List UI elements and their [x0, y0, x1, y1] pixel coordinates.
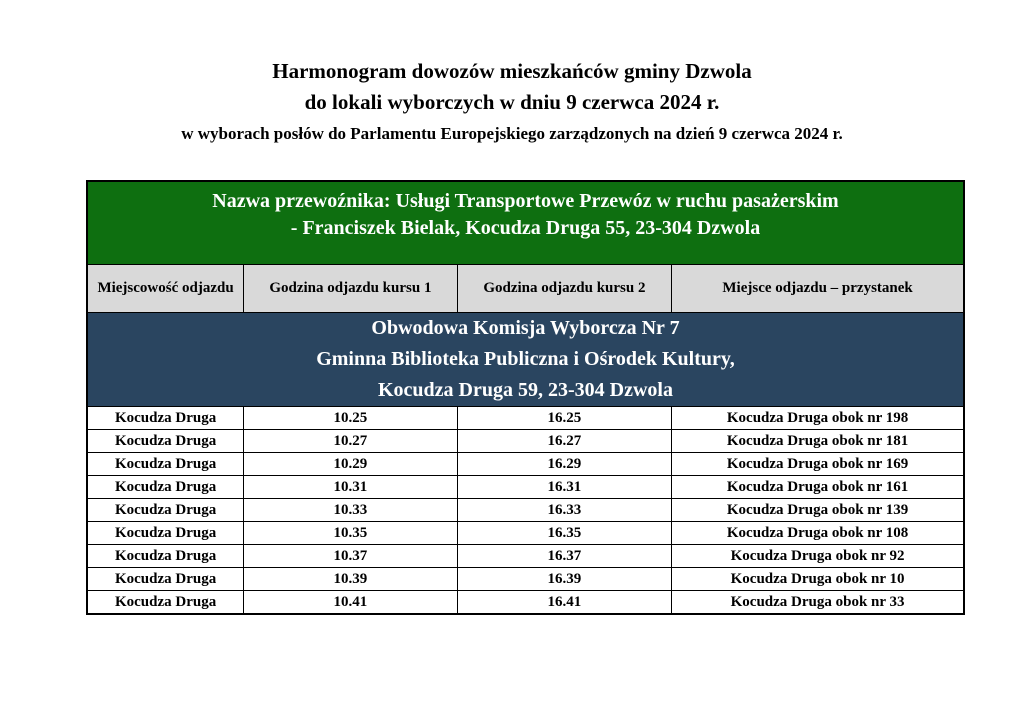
- document-subtitle: w wyborach posłów do Parlamentu Europejskiego zarządzonych na dzień 9 czerwca 2024 r.: [181, 124, 843, 143]
- cell-stop: Kocudza Druga obok nr 33: [672, 591, 964, 615]
- cell-time-1: 10.39: [244, 568, 458, 591]
- table-row: [87, 591, 964, 615]
- table-row: [87, 407, 964, 430]
- cell-time-2: 16.29: [457, 453, 672, 476]
- cell-time-2: 16.37: [457, 545, 672, 568]
- commission-header-row: [87, 313, 964, 407]
- carrier-name-line-2: - Franciszek Bielak, Kocudza Druga 55, 23-304 Dzwola: [290, 217, 761, 239]
- column-header-stop: Miejsce odjazdu – przystanek: [672, 265, 964, 313]
- table-row: [87, 430, 964, 453]
- cell-stop: Kocudza Druga obok nr 92: [672, 545, 964, 568]
- cell-place: Kocudza Druga: [87, 453, 244, 476]
- cell-stop: Kocudza Druga obok nr 198: [672, 407, 964, 430]
- cell-place: Kocudza Druga: [87, 430, 244, 453]
- cell-time-1: 10.33: [244, 499, 458, 522]
- commission-line-1: Obwodowa Komisja Wyborcza Nr 7: [371, 317, 680, 339]
- cell-place: Kocudza Druga: [87, 407, 244, 430]
- table-row: [87, 453, 964, 476]
- cell-place: Kocudza Druga: [87, 499, 244, 522]
- cell-stop: Kocudza Druga obok nr 181: [672, 430, 964, 453]
- table-row: [87, 499, 964, 522]
- column-header-departure-time-1: Godzina odjazdu kursu 1: [244, 265, 458, 313]
- cell-place: Kocudza Druga: [87, 545, 244, 568]
- cell-place: Kocudza Druga: [87, 568, 244, 591]
- cell-time-1: 10.35: [244, 522, 458, 545]
- cell-place: Kocudza Druga: [87, 476, 244, 499]
- table-row: [87, 568, 964, 591]
- cell-time-2: 16.33: [457, 499, 672, 522]
- schedule-table-container: [86, 180, 965, 615]
- carrier-header-row: [87, 181, 964, 265]
- cell-stop: Kocudza Druga obok nr 161: [672, 476, 964, 499]
- carrier-header-cell: [87, 181, 964, 265]
- column-header-row: [87, 265, 964, 313]
- cell-time-1: 10.37: [244, 545, 458, 568]
- cell-time-2: 16.25: [457, 407, 672, 430]
- commission-header-cell: [87, 313, 964, 407]
- cell-time-1: 10.31: [244, 476, 458, 499]
- cell-time-2: 16.41: [457, 591, 672, 615]
- table-row: [87, 545, 964, 568]
- cell-stop: Kocudza Druga obok nr 169: [672, 453, 964, 476]
- cell-time-2: 16.27: [457, 430, 672, 453]
- document-title-line-1: Harmonogram dowozów mieszkańców gminy Dzwola: [272, 59, 752, 83]
- column-header-departure-time-2: Godzina odjazdu kursu 2: [457, 265, 672, 313]
- cell-place: Kocudza Druga: [87, 522, 244, 545]
- cell-stop: Kocudza Druga obok nr 139: [672, 499, 964, 522]
- table-row: [87, 522, 964, 545]
- cell-time-2: 16.31: [457, 476, 672, 499]
- cell-time-1: 10.25: [244, 407, 458, 430]
- column-header-departure-place: Miejscowość odjazdu: [87, 265, 244, 313]
- cell-place: Kocudza Druga: [87, 591, 244, 615]
- carrier-name-line-1: Nazwa przewoźnika: Usługi Transportowe Przewóz w ruchu pasażerskim: [212, 190, 839, 212]
- commission-line-2: Gminna Biblioteka Publiczna i Ośrodek Kultury,: [316, 348, 735, 370]
- commission-line-3: Kocudza Druga 59, 23-304 Dzwola: [378, 379, 673, 401]
- cell-stop: Kocudza Druga obok nr 10: [672, 568, 964, 591]
- cell-time-2: 16.35: [457, 522, 672, 545]
- cell-time-1: 10.29: [244, 453, 458, 476]
- document-title-line-2: do lokali wyborczych w dniu 9 czerwca 2024 r.: [304, 90, 720, 114]
- table-row: [87, 476, 964, 499]
- document-header: [0, 56, 1024, 148]
- cell-time-1: 10.27: [244, 430, 458, 453]
- cell-stop: Kocudza Druga obok nr 108: [672, 522, 964, 545]
- cell-time-2: 16.39: [457, 568, 672, 591]
- schedule-table: [86, 180, 965, 615]
- cell-time-1: 10.41: [244, 591, 458, 615]
